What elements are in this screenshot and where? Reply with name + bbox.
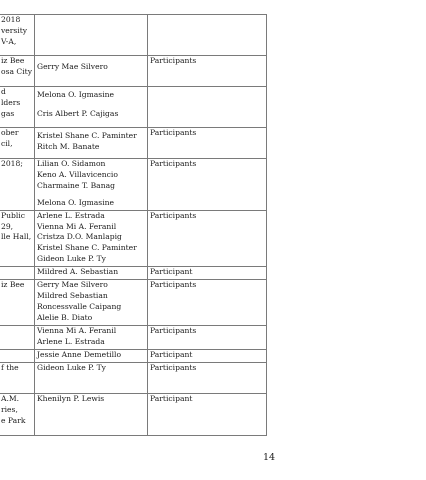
table-row [0, 280, 267, 326]
event-text: lders [1, 97, 21, 107]
event-text: f the [1, 362, 19, 372]
participant-name: Vienna Mi A. Feranil [37, 221, 117, 231]
participant-name: Kristel Shane C. Paminter [37, 243, 137, 253]
role-text: Participant [150, 349, 193, 359]
event-text: cil, [1, 138, 13, 148]
event-text: iz Bee [1, 56, 25, 65]
table-row [0, 128, 267, 159]
event-text: versity [1, 25, 28, 35]
participant-names-cell [35, 15, 148, 56]
role-cell [148, 87, 267, 128]
event-text: ries, [1, 404, 18, 414]
participant-name: Cris Albert P. Cajigas [37, 108, 119, 118]
role-cell [148, 267, 267, 280]
participant-names-cell [35, 210, 148, 267]
event-text: ober [1, 128, 19, 137]
event-cell [0, 159, 35, 211]
event-text: A.M. [1, 393, 20, 403]
participant-names-cell [35, 128, 148, 159]
participant-name: Melona O. Igmasine [37, 90, 115, 99]
event-cell [0, 349, 35, 362]
event-text: 29, [1, 221, 14, 231]
table-row [0, 210, 267, 267]
event-cell [0, 56, 35, 87]
role-cell [148, 15, 267, 56]
role-cell [148, 128, 267, 159]
event-cell [0, 280, 35, 326]
event-cell [0, 15, 35, 56]
participant-name: Gerry Mae Silvero [37, 62, 108, 71]
participant-name: Cristza D.O. Manlapig [37, 232, 122, 242]
table-row [0, 349, 267, 362]
participant-names-cell [35, 56, 148, 87]
participant-name: Lilian O. Sidamon [37, 159, 106, 168]
participant-name: Jessie Anne Demetillo [37, 349, 122, 359]
participant-names-cell [35, 159, 148, 211]
event-text: osa City [1, 66, 32, 76]
participant-names-cell [35, 280, 148, 326]
event-text: Public [1, 210, 25, 220]
participant-name: Gideon Luke P. Ty [37, 362, 106, 372]
participant-names-cell [35, 87, 148, 128]
table-row [0, 15, 267, 56]
table-row [0, 159, 267, 211]
page-number: 14 [263, 452, 276, 463]
role-cell [148, 159, 267, 211]
participant-name: Khenilyn P. Lewis [37, 393, 105, 403]
participant-name: Melona O. Igmasine [37, 197, 115, 207]
table-row [0, 87, 267, 128]
table-row [0, 56, 267, 87]
role-cell [148, 393, 267, 435]
participant-names-cell [35, 267, 148, 280]
event-text: d [1, 87, 6, 96]
participant-names-cell [35, 393, 148, 435]
event-text: lle Hall, [1, 232, 32, 242]
event-cell [0, 128, 35, 159]
participant-name: Alelie B. Diato [37, 312, 93, 322]
role-text: Participants [150, 159, 197, 168]
participant-name: Mildred Sebastian [37, 290, 108, 300]
role-cell [148, 280, 267, 326]
participant-name: Mildred A. Sebastian [37, 267, 119, 277]
participant-names-cell [35, 326, 148, 350]
participant-name: Roncessvalle Caipang [37, 301, 122, 311]
role-text: Participants [150, 56, 197, 65]
participant-name: Keno A. Villavicencio [37, 169, 118, 179]
event-text: iz Bee [1, 280, 25, 290]
participant-names-cell [35, 349, 148, 362]
role-cell [148, 362, 267, 393]
table-row [0, 267, 267, 280]
role-text: Participant [150, 267, 193, 277]
event-text: 2018 [1, 15, 21, 24]
table-row [0, 362, 267, 393]
participant-name: Vienna Mi A. Feranil [37, 326, 117, 336]
event-cell [0, 393, 35, 435]
participant-name: Ritch M. Banate [37, 141, 100, 151]
event-cell [0, 362, 35, 393]
role-text: Participants [150, 326, 197, 336]
table-row [0, 326, 267, 350]
role-text: Participants [150, 362, 197, 372]
participant-name: Arlene L. Estrada [37, 210, 105, 220]
event-cell [0, 87, 35, 128]
role-text: Participants [150, 128, 197, 137]
participant-name: Arlene L. Estrada [37, 336, 105, 346]
participant-names-cell [35, 362, 148, 393]
event-text: 2018; [1, 159, 23, 168]
participant-name: Gerry Mae Silvero [37, 280, 108, 290]
event-cell [0, 267, 35, 280]
participant-name: Charmaine T. Banag [37, 180, 115, 190]
table-row [0, 393, 267, 435]
event-cell [0, 326, 35, 350]
participants-table [0, 14, 267, 436]
event-text: V-A, [1, 36, 17, 46]
participant-name: Gideon Luke P. Ty [37, 254, 106, 264]
role-cell [148, 326, 267, 350]
role-cell [148, 349, 267, 362]
event-cell [0, 210, 35, 267]
participant-name: Kristel Shane C. Paminter [37, 131, 137, 140]
role-cell [148, 56, 267, 87]
role-text: Participant [150, 393, 193, 403]
role-text: Participants [150, 280, 197, 290]
role-cell [148, 210, 267, 267]
event-text: gas [1, 108, 15, 118]
role-text: Participants [150, 210, 197, 220]
event-text: e Park [1, 415, 26, 425]
